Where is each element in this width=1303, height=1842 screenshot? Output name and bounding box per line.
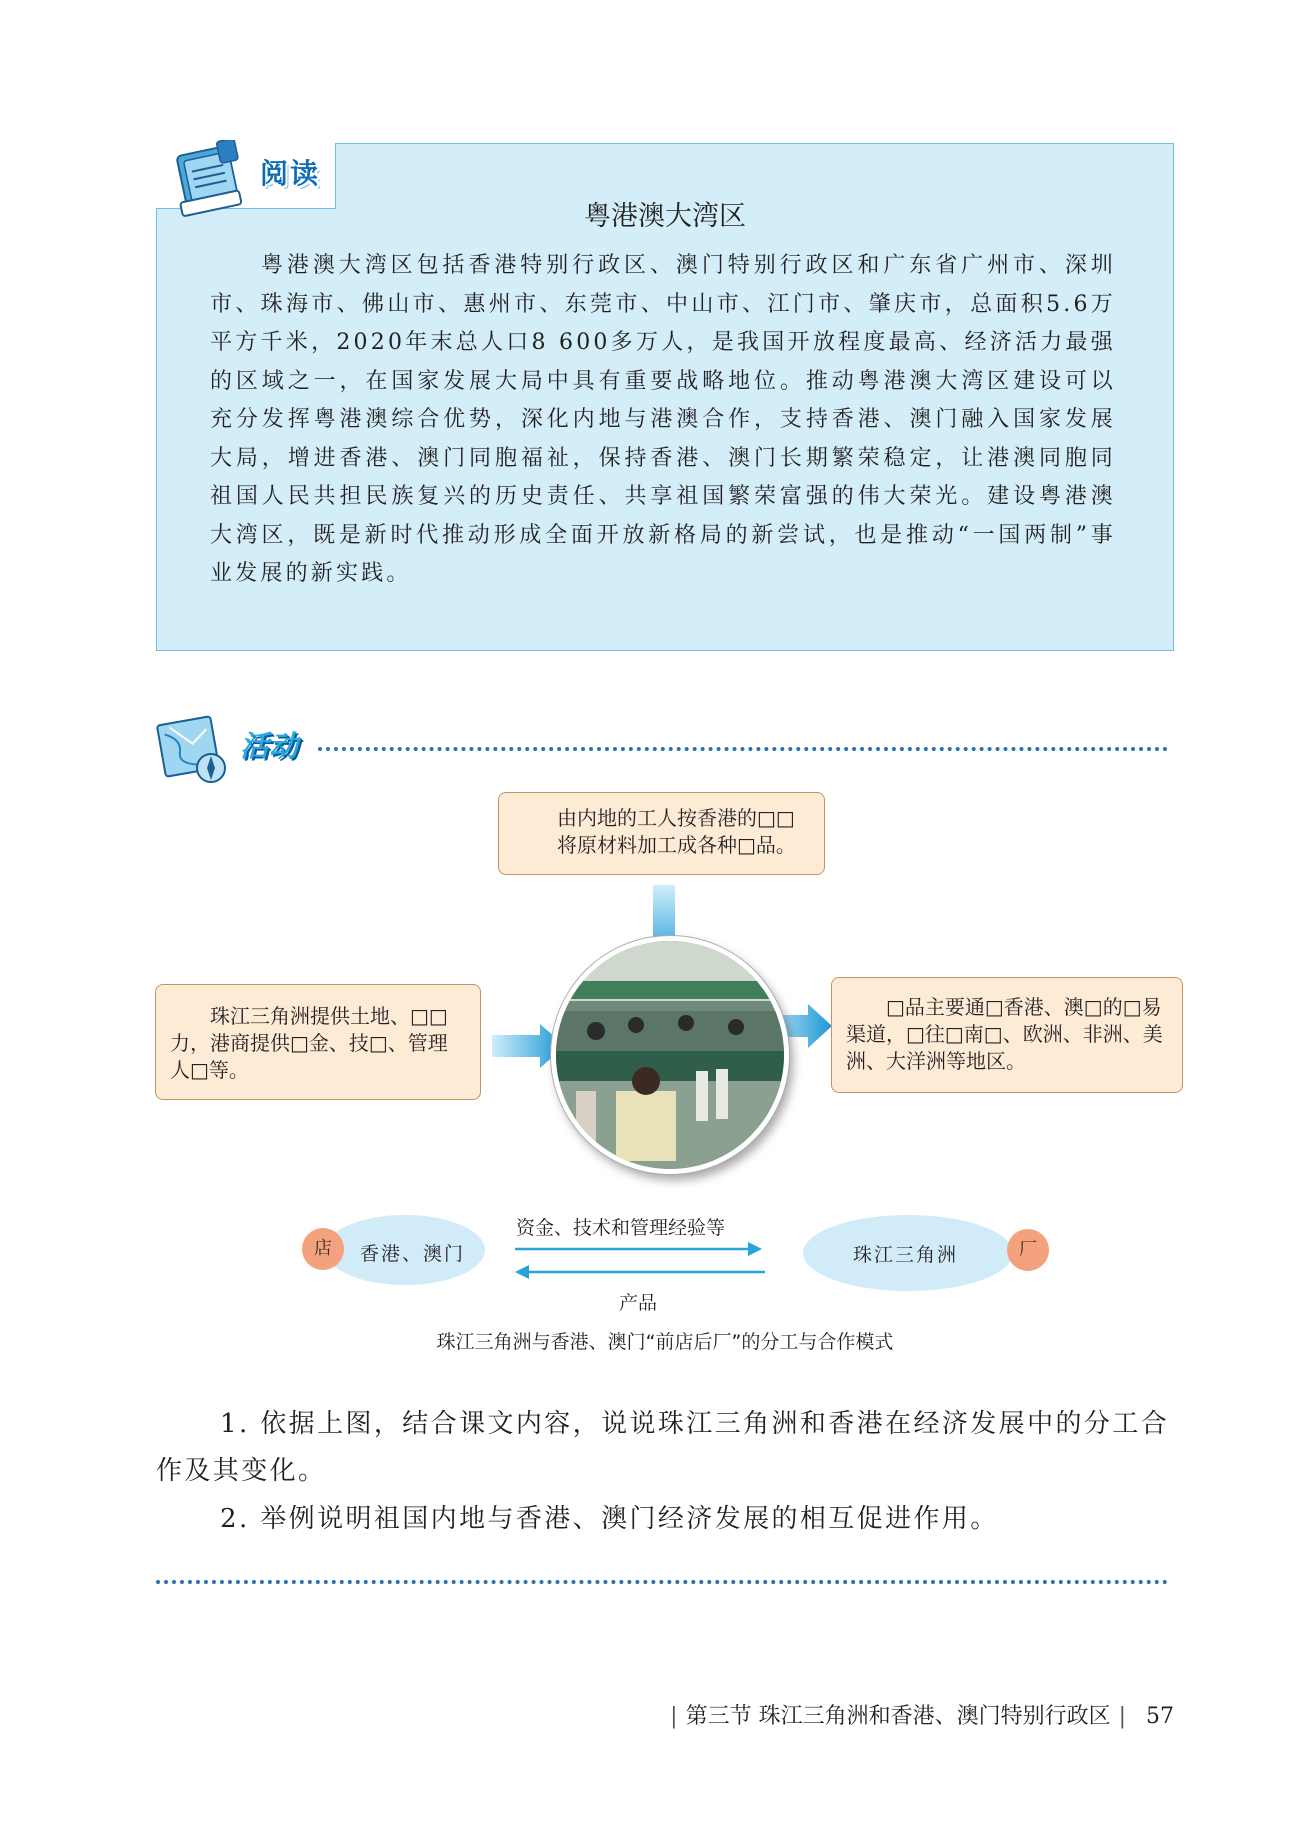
page-footer [662,1699,1174,1730]
flow-arrow-right-head [748,1242,762,1256]
hk-macau-label: 香港、澳门 [360,1243,466,1265]
factory-label: 厂 [1019,1239,1037,1260]
question-1: 1. 依据上图，结合课文内容，说说珠江三角洲和香港在经济发展中的分工合作及其变化。 [156,1409,1170,1486]
flow-arrow-left-head [515,1265,529,1279]
note-right-exports: □品主要通□香港、澳□的□易渠道，□往□南□、欧洲、非洲、美洲、大洋洲等地区。 [831,977,1183,1093]
reading-body: 粤港澳大湾区包括香港特别行政区、澳门特别行政区和广东省广州市、深圳市、珠海市、佛山市、惠州市、东莞市、中山市、江门市、肇庆市，总面积5.6万平方千米，2020年末总人口8 600多万人，是我国开放程度最高、经济活力最强的区域之一，在国家发展大局中具有重要战略地位。推动粤港澳大湾区建设可以充分发挥粤港澳综合优势，深化内地与港澳合作，支持香港、澳门融入国家发展大局，增进香港、澳门同胞福祉，保持香港、澳门长期繁荣稳定，让港澳同胞同祖国人民共担民族复兴的历史责任、共享祖国繁荣富强的伟大荣光。建设粤港澳大湾区，既是新时代推动形成全面开放新格局的新尝试，也是推动“一国两制”事业发展的新实践。 [210,253,1116,586]
page-number: 57 [1146,1704,1174,1729]
footer-separator-right: | [1118,1704,1126,1729]
note-top-processing: 由内地的工人按香港的□□将原材料加工成各种□品。 [498,792,825,875]
activity-label: 活动 [240,729,299,763]
store-label: 店 [314,1238,332,1259]
flow-left-label: 产品 [619,1292,658,1314]
footer-separator-left: | [670,1704,678,1729]
question-2: 2. 举例说明祖国内地与香港、澳门经济发展的相互促进作用。 [220,1504,999,1534]
note-left-inputs: 珠江三角洲提供土地、□□力，港商提供□金、技□、管理人□等。 [155,984,481,1100]
footer-section: 第三节 珠江三角洲和香港、澳门特别行政区 [685,1704,1111,1729]
factory-photo [551,936,789,1174]
reading-title: 粤港澳大湾区 [584,201,746,232]
reading-label: 阅读 [260,157,321,190]
flow-right-label: 资金、技术和管理经验等 [516,1217,726,1239]
bottom-divider [156,1580,1168,1584]
factory-photo-illustration [556,941,784,1169]
diagram-caption: 珠江三角洲与香港、澳门“前店后厂”的分工与合作模式 [436,1331,894,1353]
prd-label: 珠江三角洲 [853,1244,959,1266]
